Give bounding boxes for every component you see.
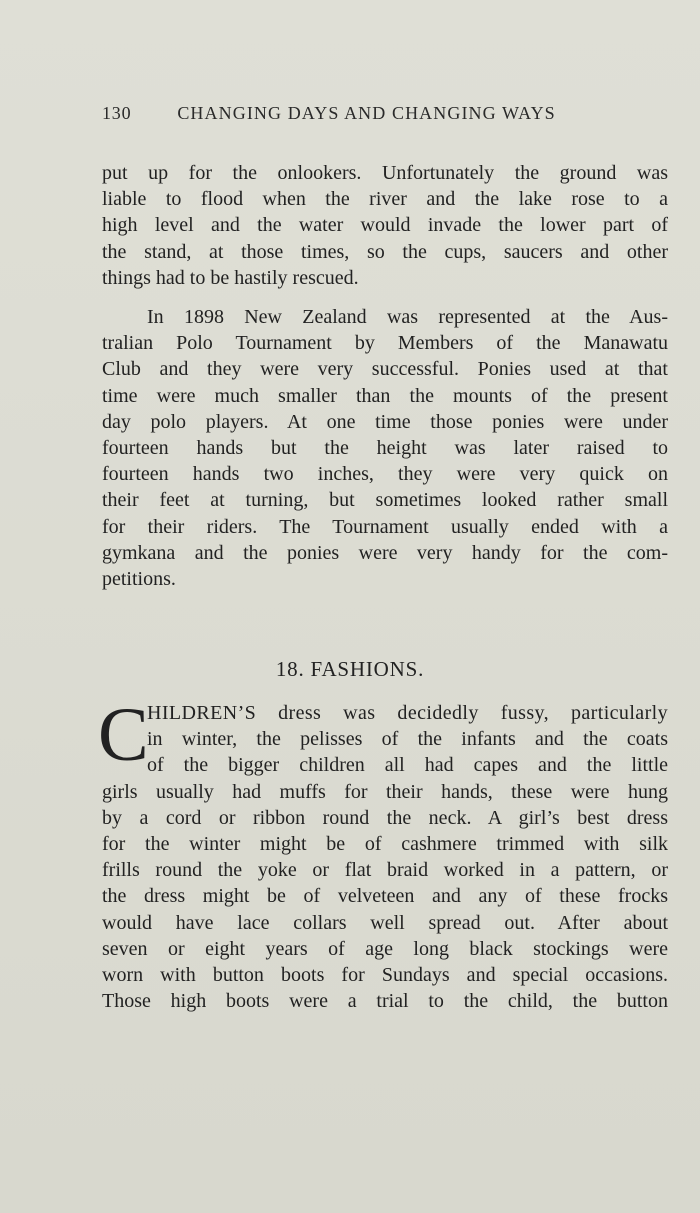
paragraph-line: Club and they were very successful. Ponies used at that: [102, 358, 668, 381]
paragraph-line: for the winter might be of cashmere trimmed with silk: [102, 832, 668, 855]
paragraph-line: girls usually had muffs for their hands, these were hung: [102, 780, 668, 803]
paragraph-line: by a cord or ribbon round the neck. A girl’s best dress: [102, 806, 668, 829]
paragraph-line: fourteen hands two inches, they were very quick on: [102, 463, 668, 486]
section-paragraph: [102, 700, 668, 1014]
paragraph-line: In 1898 New Zealand was represented at the Aus-: [147, 306, 668, 328]
page-number: 130: [102, 103, 132, 123]
paragraph-line: tralian Polo Tournament by Members of the Manawatu: [102, 332, 668, 355]
paragraph-line: the dress might be of velveteen and any of these frocks: [102, 885, 668, 908]
paragraph-line: HILDREN’S dress was decidedly fussy, particularly: [147, 702, 668, 724]
paragraph-line: the stand, at those times, so the cups, saucers and other: [102, 240, 668, 263]
paragraph-line: things had to be hastily rescued.: [102, 266, 359, 289]
page-header: [102, 103, 602, 133]
paragraph-line: would have lace collars well spread out. After about: [102, 911, 668, 934]
paragraph-line: for their riders. The Tournament usually ended with a: [102, 515, 668, 538]
paragraph-line: Those high boots were a trial to the child, the button: [102, 990, 668, 1013]
paragraph-line: time were much smaller than the mounts of the present: [102, 384, 668, 407]
running-title: CHANGING DAYS AND CHANGING WAYS: [177, 103, 556, 123]
paragraph-line: of the bigger children all had capes and the little: [147, 754, 668, 777]
paragraph-line: in winter, the pelisses of the infants and the coats: [147, 728, 668, 751]
paragraph-line: frills round the yoke or flat braid worked in a pattern, or: [102, 859, 668, 882]
drop-cap-letter: C: [98, 693, 149, 777]
paragraph-line: gymkana and the ponies were very handy for the com-: [102, 541, 668, 564]
paragraph-line: seven or eight years of age long black stockings were: [102, 937, 668, 960]
paragraph-line: day polo players. At one time those ponies were under: [102, 410, 668, 433]
paragraph-1: [102, 160, 668, 291]
paragraph-line: liable to flood when the river and the lake rose to a: [102, 188, 668, 211]
paragraph-line: worn with button boots for Sundays and special occasions.: [102, 963, 668, 986]
paragraph-line: fourteen hands but the height was later raised to: [102, 436, 668, 459]
paragraph-line: put up for the onlookers. Unfortunately the ground was: [102, 162, 668, 184]
paragraph-line: their feet at turning, but sometimes looked rather small: [102, 489, 668, 512]
paragraph-2: [102, 304, 668, 592]
paragraph-line: high level and the water would invade the lower part of: [102, 214, 668, 237]
section-title: 18. FASHIONS.: [275, 657, 425, 681]
paragraph-line: petitions.: [102, 567, 176, 590]
